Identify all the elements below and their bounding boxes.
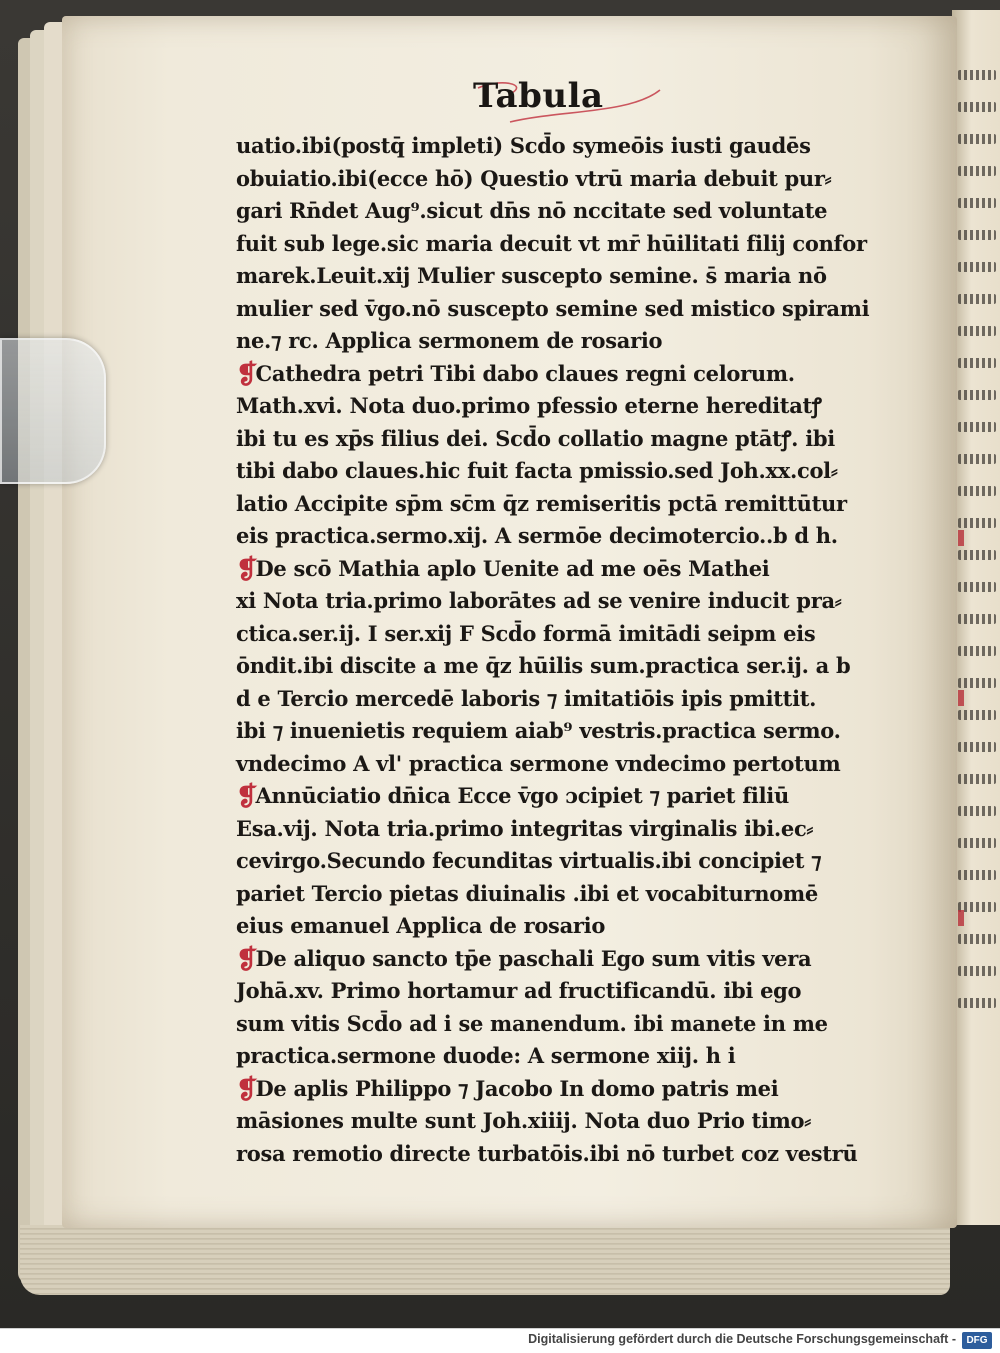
facing-rubric-mark bbox=[958, 690, 964, 706]
page-clip bbox=[0, 338, 106, 484]
facing-text-line bbox=[958, 710, 996, 720]
facing-text-line bbox=[958, 422, 996, 432]
text-line bbox=[236, 195, 876, 228]
text-line bbox=[236, 553, 876, 586]
dfg-logo: DFG bbox=[962, 1332, 992, 1349]
facing-text-line bbox=[958, 326, 996, 336]
line-text: Cathedra petri Tibi dabo claues regni celorum. bbox=[255, 360, 795, 386]
text-line bbox=[236, 390, 876, 423]
footer-bar bbox=[0, 1328, 1000, 1353]
line-text: fuit sub lege.sic maria decuit vt mr̄ hūilitati filij confor bbox=[236, 230, 867, 256]
text-line bbox=[236, 910, 876, 943]
facing-text-line bbox=[958, 102, 996, 112]
text-line bbox=[236, 1040, 876, 1073]
text-line bbox=[236, 325, 876, 358]
line-text: latio Accipite sp̄m sc̄m q̄z remiseritis pctā remittūtur bbox=[236, 490, 847, 516]
line-text: mulier sed v̄go.nō suscepto semine sed mistico spirami bbox=[236, 295, 870, 321]
facing-text-line bbox=[958, 358, 996, 368]
line-text: d e Tercio mercedē laboris ⁊ imitatiōis ipis pmittit. bbox=[236, 685, 817, 711]
facing-text-line bbox=[958, 934, 996, 944]
line-text: practica.sermone duode: A sermone xiij. h i bbox=[236, 1043, 736, 1068]
facing-rubric-mark bbox=[958, 530, 964, 546]
line-text: xi Nota tria.primo laborātes ad se venire inducit pra⸗ bbox=[236, 588, 842, 613]
text-line bbox=[236, 130, 876, 163]
facing-text-line bbox=[958, 486, 996, 496]
line-text: pariet Tercio pietas diuinalis .ibi et vocabiturnomē bbox=[236, 880, 818, 906]
facing-text-line bbox=[958, 614, 996, 624]
facing-text-line bbox=[958, 550, 996, 560]
text-line bbox=[236, 228, 876, 261]
text-line bbox=[236, 358, 876, 391]
text-line bbox=[236, 163, 876, 196]
line-text: māsiones multe sunt Joh.xiiij. Nota duo Prio timo⸗ bbox=[236, 1108, 811, 1133]
line-text: rosa remotio directe turbatōis.ibi nō turbet coz vestrū bbox=[236, 1140, 858, 1166]
facing-text-line bbox=[958, 838, 996, 848]
facing-text-line bbox=[958, 262, 996, 272]
facing-text-line bbox=[958, 806, 996, 816]
text-line bbox=[236, 618, 876, 651]
text-line bbox=[236, 1138, 876, 1171]
text-block bbox=[236, 130, 876, 1170]
facing-text-line bbox=[958, 646, 996, 656]
text-line bbox=[236, 878, 876, 911]
facing-text-line bbox=[958, 198, 996, 208]
line-text: eis practica.sermo.xij. A sermōe decimotercio..b d h. bbox=[236, 523, 838, 548]
line-text: De aplis Philippo ⁊ Jacobo In domo patris mei bbox=[255, 1075, 779, 1101]
page-heading: Tabula bbox=[473, 76, 604, 116]
line-text: gari Rn̄det Aug⁹.sicut dn̄s nō nccitate sed voluntate bbox=[236, 198, 828, 223]
paragraph-mark: ❡ bbox=[236, 359, 258, 390]
paragraph-mark: ❡ bbox=[236, 1074, 258, 1105]
line-text: cevirgo.Secundo fecunditas virtualis.ibi concipiet ⁊ bbox=[236, 848, 822, 873]
line-text: uatio.ibi(postq̄ impleti) Scd̄o symeōis iusti gaudēs bbox=[236, 133, 811, 158]
facing-text-line bbox=[958, 966, 996, 976]
line-text: sum vitis Scd̄o ad i se manendum. ibi manete in me bbox=[236, 1010, 828, 1036]
line-text: marek.Leuit.xij Mulier suscepto semine. s̄ maria nō bbox=[236, 263, 827, 288]
paragraph-mark: ❡ bbox=[236, 944, 258, 975]
paragraph-mark: ❡ bbox=[236, 554, 258, 585]
text-line bbox=[236, 293, 876, 326]
text-line bbox=[236, 715, 876, 748]
text-line bbox=[236, 845, 876, 878]
line-text: Math.xvi. Nota duo.primo pfessio eterne hereditatꝭ bbox=[236, 393, 822, 418]
text-line bbox=[236, 975, 876, 1008]
line-text: Johā.xv. Primo hortamur ad fructificandū. ibi ego bbox=[236, 978, 802, 1003]
text-line bbox=[236, 943, 876, 976]
facing-text-line bbox=[958, 230, 996, 240]
line-text: obuiatio.ibi(ecce hō) Questio vtrū maria debuit pur⸗ bbox=[236, 165, 832, 191]
text-line bbox=[236, 780, 876, 813]
facing-text-line bbox=[958, 294, 996, 304]
facing-text-line bbox=[958, 390, 996, 400]
attribution-text: Digitalisierung gefördert durch die Deutsche Forschungsgemeinschaft - bbox=[528, 1332, 956, 1346]
text-line bbox=[236, 520, 876, 553]
text-line bbox=[236, 813, 876, 846]
facing-text-line bbox=[958, 166, 996, 176]
text-line bbox=[236, 1105, 876, 1138]
facing-rubric-mark bbox=[958, 910, 964, 926]
text-line bbox=[236, 748, 876, 781]
text-line bbox=[236, 260, 876, 293]
facing-text-line bbox=[958, 998, 996, 1008]
line-text: Annūciatio dn̄ica Ecce v̄go ɔcipiet ⁊ pariet filiū bbox=[255, 783, 789, 808]
line-text: vndecimo A vl' practica sermone vndecimo pertotum bbox=[236, 750, 841, 776]
facing-text-line bbox=[958, 870, 996, 880]
line-text: ne.⁊ rc. Applica sermonem de rosario bbox=[236, 328, 663, 353]
line-text: Esa.vij. Nota tria.primo integritas virginalis ibi.ec⸗ bbox=[236, 815, 814, 841]
text-line bbox=[236, 683, 876, 716]
line-text: De scō Mathia aplo Uenite ad me oēs Mathei bbox=[255, 555, 770, 581]
facing-text-line bbox=[958, 774, 996, 784]
line-text: ibi tu es xp̄s filius dei. Scd̄o collatio magne ptātꝭ. ibi bbox=[236, 425, 835, 451]
facing-text-line bbox=[958, 70, 996, 80]
line-text: De aliquo sancto tp̄e paschali Ego sum vitis vera bbox=[255, 945, 812, 971]
facing-text-line bbox=[958, 678, 996, 688]
facing-text-line bbox=[958, 454, 996, 464]
line-text: ōndit.ibi discite a me q̄z hūilis sum.practica ser.ij. a b bbox=[236, 653, 851, 678]
facing-text-line bbox=[958, 134, 996, 144]
text-line bbox=[236, 455, 876, 488]
bottom-page-edges bbox=[20, 1225, 950, 1295]
facing-page bbox=[952, 10, 1000, 1225]
paragraph-mark: ❡ bbox=[236, 782, 258, 812]
text-line bbox=[236, 1008, 876, 1041]
text-line bbox=[236, 650, 876, 683]
facing-text-line bbox=[958, 742, 996, 752]
text-line bbox=[236, 1073, 876, 1106]
text-line bbox=[236, 423, 876, 456]
facing-text-line bbox=[958, 518, 996, 528]
line-text: ctica.ser.ij. I ser.xij F Scd̄o formā imitādi seipm eis bbox=[236, 620, 816, 646]
line-text: ibi ⁊ inuenietis requiem aiab⁹ vestris.practica sermo. bbox=[236, 718, 841, 743]
text-line bbox=[236, 585, 876, 618]
line-text: eius emanuel Applica de rosario bbox=[236, 913, 606, 938]
facing-text-line bbox=[958, 582, 996, 592]
line-text: tibi dabo claues.hic fuit facta pmissio.sed Joh.xx.col⸗ bbox=[236, 458, 838, 483]
text-line bbox=[236, 488, 876, 521]
